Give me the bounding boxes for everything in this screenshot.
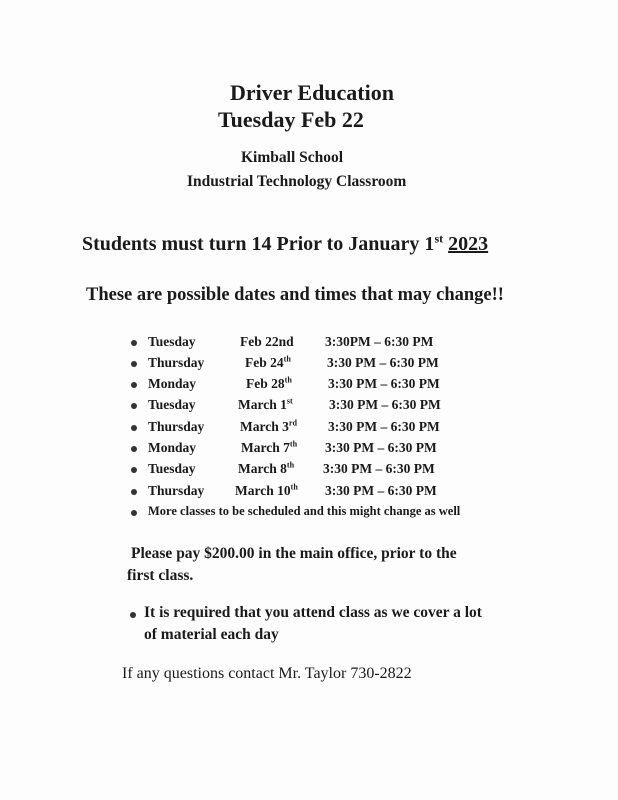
class-day: Tuesday [148,461,196,476]
bullet-icon [130,612,136,618]
schedule-row [130,355,530,375]
age-requirement [82,233,488,256]
class-day: Monday [148,440,197,455]
class-day: Thursday [148,419,205,434]
school-name: Kimball School [241,149,344,166]
event-date: Tuesday Feb 22 [218,107,364,132]
bullet-icon [131,340,137,346]
requirement-text: Students must turn 14 Prior to January 1 [82,233,435,255]
class-date-text: March 10 [235,483,291,498]
title: Driver Education [230,80,394,105]
class-date-text: March 7 [241,440,290,455]
bullet-icon [131,489,137,495]
class-date [241,440,297,456]
schedule-row [130,419,530,439]
class-date [238,397,293,413]
class-time: 3:30 PM – 6:30 PM [329,397,441,412]
schedule-row [130,334,530,354]
class-date [238,461,294,477]
class-time: 3:30 PM – 6:30 PM [325,440,437,455]
classroom: Industrial Technology Classroom [187,173,407,190]
class-date-sup: th [289,439,298,449]
class-date-text: March 3 [240,419,289,434]
contact-info: If any questions contact Mr. Taylor 730-2822 [122,665,412,682]
class-date [240,334,294,350]
class-date-sup: th [284,375,292,385]
schedule-row [130,440,530,460]
bullet-icon [131,510,137,516]
class-date-text: Feb 24 [245,355,284,370]
requirement-year: 2023 [448,233,489,255]
payment-line1: Please pay $200.00 in the main office, prior to the [131,545,457,562]
class-time: 3:30 PM – 6:30 PM [323,461,435,476]
schedule-row [130,376,530,396]
class-day: Tuesday [148,397,196,412]
class-date-sup: th [290,482,298,492]
class-day: Thursday [148,483,205,498]
requirement-sup: st [434,231,444,246]
class-date [245,355,291,371]
class-day: Monday [148,376,197,391]
class-day: Thursday [148,355,205,370]
class-date-sup: rd [288,418,297,428]
payment-line2: first class. [127,567,194,584]
bullet-icon [131,403,137,409]
schedule-row [130,483,530,503]
class-date-text: Feb 28 [246,376,285,391]
attendance-line1: It is required that you attend class as we cover a lot [144,604,482,621]
class-time: 3:30 PM – 6:30 PM [325,483,437,498]
class-date-sup: th [283,354,291,364]
bullet-icon [131,382,137,388]
class-date-text: March 1 [238,397,287,412]
bullet-icon [131,361,137,367]
bullet-icon [131,425,137,431]
schedule-row [130,461,530,481]
class-time: 3:30 PM – 6:30 PM [327,355,439,370]
dates-notice: These are possible dates and times that may change!! [86,285,504,305]
class-date-text: Feb 22nd [240,334,294,349]
attendance-line2: of material each day [144,626,279,643]
class-time: 3:30 PM – 6:30 PM [328,419,440,434]
bullet-icon [131,467,137,473]
class-date [240,419,297,435]
bullet-icon [131,446,137,452]
class-date [235,483,298,499]
class-time: 3:30 PM – 6:30 PM [328,376,440,391]
class-date [246,376,292,392]
class-date-sup: th [286,460,295,470]
class-time: 3:30PM – 6:30 PM [325,334,434,349]
schedule-row [130,397,530,417]
class-date-text: March 8 [238,461,287,476]
class-day: Tuesday [148,334,196,349]
schedule-note: More classes to be scheduled and this might change as well [148,504,461,518]
class-date-sup: st [286,396,293,406]
